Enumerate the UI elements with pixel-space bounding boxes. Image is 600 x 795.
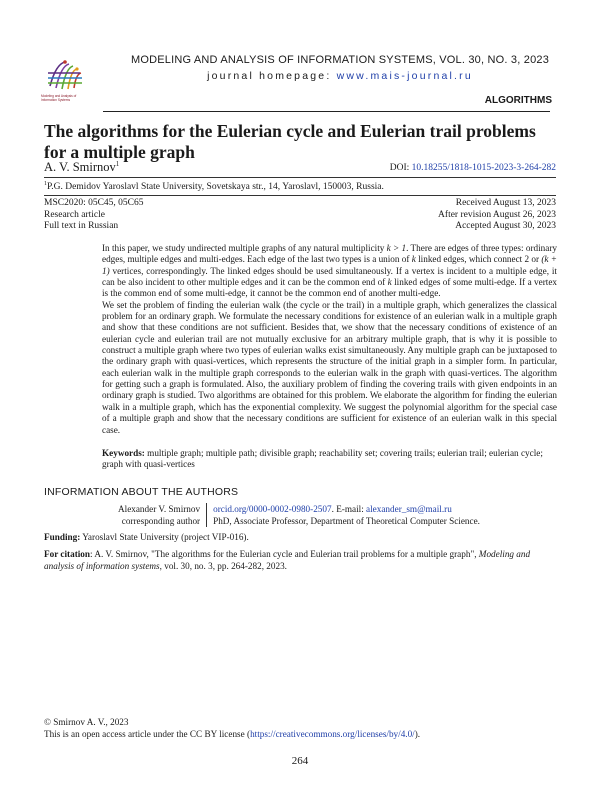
section-label: ALGORITHMS xyxy=(484,95,552,106)
language-note: Full text in Russian xyxy=(44,221,119,231)
email-label: . E-mail: xyxy=(331,504,367,514)
revision-date: After revision August 26, 2023 xyxy=(438,209,556,220)
divider xyxy=(44,177,556,178)
paper-title: The algorithms for the Eulerian cycle and Eulerian trail problems for a multiple graph xyxy=(44,121,536,162)
affiliation-text: P.G. Demidov Yaroslavl State University, Sovetskaya str., 14, Yaroslavl, 150003, Russia. xyxy=(47,182,384,193)
citation-label: For citation xyxy=(44,549,91,559)
author-info-table xyxy=(118,503,480,527)
authors-info-heading: INFORMATION ABOUT THE AUTHORS xyxy=(44,486,239,498)
orcid-link[interactable]: orcid.org/0000-0002-0980-2507 xyxy=(213,504,332,514)
doi-line xyxy=(390,163,556,173)
logo-caption: Modeling and Analysis of Information Systems xyxy=(41,94,77,102)
article-type: Research article xyxy=(44,209,105,220)
citation-journal: Modeling and analysis of information systems xyxy=(44,549,531,571)
license-line: This is an open access article under the CC BY license (https://creativecommons.org/licenses/by/4.0/). xyxy=(44,728,421,739)
funding xyxy=(44,532,249,542)
journal-homepage xyxy=(120,70,560,82)
received-date: Received August 13, 2023 xyxy=(455,198,556,208)
author-name: A. V. Smirnov xyxy=(44,160,116,175)
author-contacts xyxy=(206,503,480,515)
keywords-text: multiple graph; multiple path; divisible graph; reachability set; covering trails; eulerian trail; eulerian cycle; graph with quasi-vertices xyxy=(102,448,543,470)
section-divider xyxy=(103,111,550,112)
page-number: 264 xyxy=(291,755,309,767)
copyright-block xyxy=(44,717,420,740)
author-full-name: Alexander V. Smirnov xyxy=(118,504,201,514)
msc-codes: MSC2020: 05C45, 05C65 xyxy=(44,198,144,208)
abstract xyxy=(102,243,557,436)
citation: For citation: A. V. Smirnov, "The algorithms for the Eulerian cycle and Eulerian trail problems for a multiple graph", Modeling and analysis of information systems, vol. 30, no. 3, pp. 264-282, 2023. xyxy=(44,549,531,571)
article-meta-left xyxy=(44,198,144,233)
doi-link[interactable]: 10.18255/1818-1015-2023-3-264-282 xyxy=(411,163,556,173)
author-position: PhD, Associate Professor, Department of Theoretical Computer Science. xyxy=(206,515,480,527)
article-dates xyxy=(438,198,556,233)
accepted-date: Accepted August 30, 2023 xyxy=(455,221,556,231)
affiliation-mark: 1 xyxy=(44,181,47,187)
homepage-link[interactable]: www.mais-journal.ru xyxy=(336,70,473,82)
keywords xyxy=(102,448,557,471)
author-role: corresponding author xyxy=(121,516,201,526)
author-line xyxy=(44,160,119,175)
license-link[interactable]: https://creativecommons.org/licenses/by/4.0/ xyxy=(250,728,415,739)
email-link[interactable]: alexander_sm@mail.ru xyxy=(366,504,452,514)
copyright: © Smirnov A. V., 2023 xyxy=(44,717,129,727)
keywords-label: Keywords: xyxy=(102,448,145,458)
affiliation xyxy=(44,181,556,192)
abstract-paragraph: In this paper, we study undirected multiple graphs of any natural multiplicity k > 1. There are edges of three types: ordinary edges, multiple edges and multi-edges. Each edge of the last two types is a union of k linked edges, which connect 2 or (k + 1) vertices, correspondingly. The linked edges should be used simultaneously. If a vertex is incident to a multiple edge, it can be also incident to other multiple edges and it can be the common end of k linked edges of some multi-edge. If a vertex is the common end of some multi-edge, it cannot be the common end of another multi-edge. xyxy=(102,243,558,299)
author-affiliation-mark: 1 xyxy=(115,160,120,168)
homepage-prefix: journal homepage: xyxy=(207,70,337,82)
journal-name: MODELING AND ANALYSIS OF INFORMATION SYSTEMS, VOL. 30, NO. 3, 2023 xyxy=(130,54,550,66)
doi-label: DOI: xyxy=(389,163,412,173)
funding-text: Yaroslavl State University (project VIP-016). xyxy=(80,532,249,542)
divider xyxy=(44,195,556,196)
funding-label: Funding: xyxy=(44,532,81,542)
abstract-paragraph: We set the problem of finding the eulerian walk (the cycle or the trail) in a multiple graph, which generalizes the classical problem for an ordinary graph. We formulate the necessary conditions for existence of an eulerian walk in a multiple graph and show that these conditions are not sufficient. Besides that, we show that the necessary conditions of existence of an eulerian cycle and eulerian trail are not mutually exclusive for an arbitrary multiple graph, that is why it is possible to construct a multiple graph where two types of eulerian walks exist simultaneously. Any multiple graph can be juxtaposed to the ordinary graph with quasi-vertices, which represents the structure of the initial graph in a simpler form. In particular, each eulerian walk in the multiple graph corresponds to the eulerian walk in the graph with quasi-vertices. The algorithm for getting such a graph is formulated. Also, the auxiliary problem of finding the covering trails with given endpoints in an ordinary graph is studied. Two algorithms are obtained for this problem. We elaborate the algorithm for finding the eulerian walk in a multiple graph, which has the exponential complexity. We suggest the polynomial algorithm for the special case of a multiple graph and show that the necessary conditions are sufficient for existence of an eulerian walk in this special case. xyxy=(102,299,557,435)
